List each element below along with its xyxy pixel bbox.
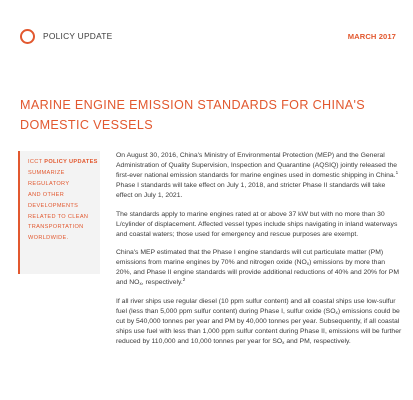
paragraph-4-text-c: and PM, respectively. bbox=[284, 337, 351, 345]
paragraph-4 bbox=[116, 297, 402, 347]
paragraph-3 bbox=[116, 248, 402, 288]
footnote-ref-1: 1 bbox=[395, 170, 399, 175]
paragraph-3-text-b: ) emissions by more than 20%, and Phase II engine standards will provide additional reductions of 40% and 20% for PM and NO bbox=[116, 259, 400, 286]
sidebar-callout bbox=[18, 151, 100, 274]
sidebar-strong: POLICY UPDATES bbox=[44, 159, 98, 165]
subscript-x: x bbox=[282, 339, 285, 345]
paragraph-3-text-c: , respectively. bbox=[141, 279, 183, 286]
sidebar-line: SUMMARIZE bbox=[28, 169, 65, 176]
paragraph-4-text-b: ) emissions could be cut by 540,000 tonnes per year and PM by 40,000 tonnes per year. Subsequently, if all coastal ships use fuel with less than 1,000 ppm sulfur content during Phase II, emissions will be further reduced by 110,000 and 10,000 tonnes per year for SO bbox=[116, 307, 402, 345]
sidebar-line: RELATED TO CLEAN bbox=[28, 213, 89, 220]
paragraph-4-text-a: If all river ships use regular diesel (10 ppm sulfur content) and all coastal ships use low-sulfur fuel (less than 5,000 ppm sulfur content) during Phase I, sulfur oxide (SO bbox=[116, 297, 396, 315]
policy-update-label: POLICY UPDATE bbox=[43, 31, 113, 41]
sidebar-line: TRANSPORTATION bbox=[28, 224, 84, 231]
sidebar-line-1 bbox=[28, 157, 100, 168]
sidebar-line: REGULATORY bbox=[28, 180, 70, 187]
title-line-1: MARINE ENGINE EMISSION STANDARDS FOR CHINA'S bbox=[20, 98, 366, 112]
document-title bbox=[20, 95, 400, 135]
sidebar-accent-bar bbox=[18, 151, 20, 274]
sidebar-line: DEVELOPMENTS bbox=[28, 202, 79, 209]
footnote-ref-2: 2 bbox=[182, 277, 186, 282]
paragraph-1-text-a: On August 30, 2016, China's Ministry of Environmental Protection (MEP) and the General Administration of Quality Supervision, Inspection and Quarantine (AQSIQ) jointly released the first-ever national emission standards for marine engines used in domestic shipping in China. bbox=[116, 152, 398, 179]
paragraph-2: The standards apply to marine engines rated at or above 37 kW but with no more than 30 L/cylinder of displacement. Affected vessel types include ships navigating in inland waterways and coastal waters; those used for emergency and rescue purposes are exempt. bbox=[116, 210, 398, 238]
subscript-x: x bbox=[139, 281, 142, 286]
body-text bbox=[116, 151, 402, 355]
paragraph-3-text-a: China's MEP estimated that the Phase I engine standards will cut particulate matter (PM) emissions from marine engines by 70% and nitrogen oxide (NO bbox=[116, 249, 384, 266]
subscript-x: x bbox=[335, 309, 338, 315]
title-line-2: DOMESTIC VESSELS bbox=[20, 118, 153, 132]
sidebar-line: AND OTHER bbox=[28, 191, 65, 198]
sidebar-line: WORLDWIDE. bbox=[28, 235, 69, 242]
subscript-x: x bbox=[306, 261, 310, 266]
circle-ring-logo-icon bbox=[20, 29, 35, 44]
publication-date: MARCH 2017 bbox=[347, 32, 396, 41]
paragraph-1-text-b: Phase I standards will take effect on July 1, 2018, and stricter Phase II standards will take effect on July 1, 2021. bbox=[116, 182, 386, 199]
paragraph-1 bbox=[116, 151, 402, 201]
sidebar-text bbox=[28, 157, 100, 244]
report-header bbox=[20, 27, 400, 47]
sidebar-prefix: ICCT bbox=[28, 159, 45, 165]
